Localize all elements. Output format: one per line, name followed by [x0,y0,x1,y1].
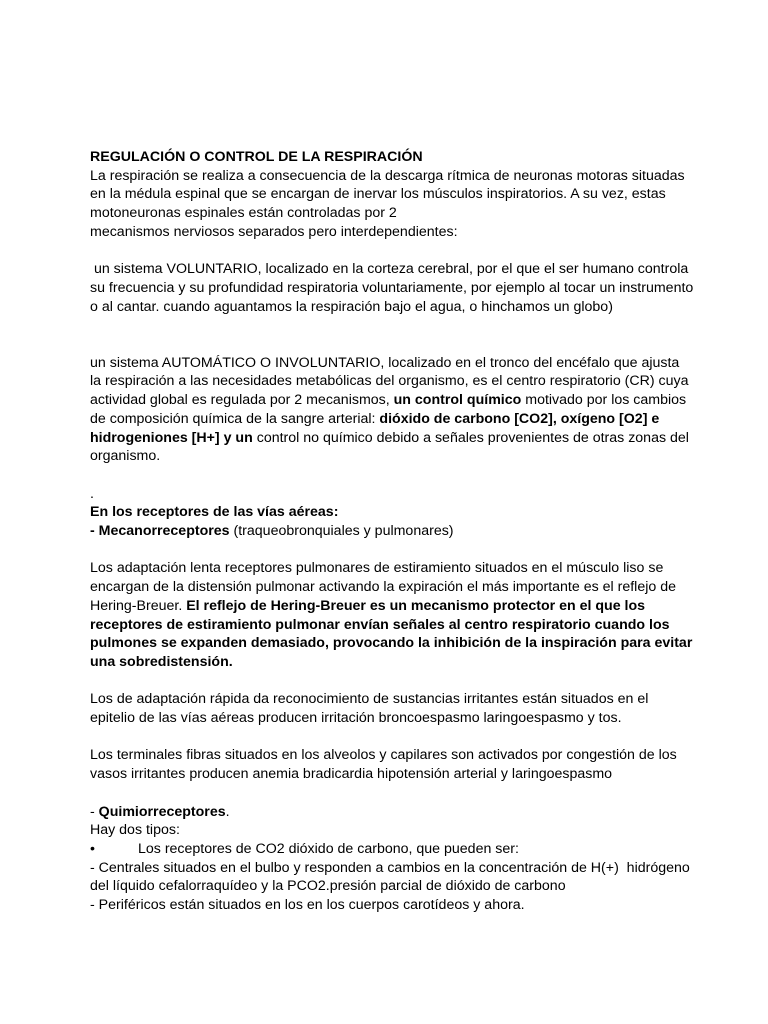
slow-adapt-line: encargan de la distensión pulmonar activando la expiración el más importante es el reflejo de [90,579,676,596]
airways-heading: En los receptores de las vías aéreas: [90,504,339,521]
dot-line: . [90,485,94,502]
two-types-line: Hay dos tipos: [90,822,180,839]
intro-line: en la médula espinal que se encargan de inervar los músculos inspiratorios. A su vez, estas [90,186,666,203]
central-line: del líquido cefalorraquídeo y la PCO2.presión parcial de dióxido de carbono [90,878,566,895]
document-title: REGULACIÓN O CONTROL DE LA RESPIRACIÓN [90,149,423,165]
terminals-line: Los terminales fibras situados en los alveolos y capilares son activados por congestión de los [90,747,677,764]
peripheral-line: - Periféricos están situados en los en los cuerpos carotídeos y ahora. [90,897,525,914]
mechanoreceptors-line: - Mecanorreceptores (traqueobronquiales y pulmonares) [90,523,454,540]
voluntary-line: su frecuencia y su profundidad respiratoria voluntariamente, por ejemplo al tocar un instrumento [90,279,694,296]
chemoreceptors-line: - Quimiorreceptores. [90,803,230,820]
intro-line: motoneuronas espinales están controladas por 2 [90,205,397,222]
intro-line: La respiración se realiza a consecuencia de la descarga rítmica de neuronas motoras situadas [90,167,685,184]
automatic-line: la respiración a las necesidades metabólicas del organismo, es el centro respiratorio (CR) cuya [90,373,689,390]
bullet-text: Los receptores de CO2 dióxido de carbono, que pueden ser: [138,840,519,857]
slow-adapt-line: una sobredistensión. [90,653,233,670]
slow-adapt-line: Los adaptación lenta receptores pulmonares de estiramiento situados en el músculo liso se [90,560,664,577]
intro-line: mecanismos nerviosos separados pero interdependientes: [90,223,458,240]
voluntary-line: o al cantar. cuando aguantamos la respiración bajo el agua, o hinchamos un globo) [90,298,613,315]
voluntary-line: un sistema VOLUNTARIO, localizado en la corteza cerebral, por el que el ser humano controla [90,261,689,278]
automatic-line: un sistema AUTOMÁTICO O INVOLUNTARIO, localizado en el tronco del encéfalo que ajusta [90,354,680,371]
slow-adapt-line: receptores de estiramiento pulmonar envían señales al centro respiratorio cuando los [90,616,670,633]
automatic-line: hidrogeniones [H+] y un control no químico debido a señales provenientes de otras zonas del [90,429,689,446]
terminals-line: vasos irritantes producen anemia bradicardia hipotensión arterial y laringoespasmo [90,766,613,783]
automatic-line: de composición química de la sangre arterial: dióxido de carbono [CO2], oxígeno [O2] e [90,410,660,427]
slow-adapt-line: pulmones se expanden demasiado, provocando la inhibición de la inspiración para evitar [90,635,693,652]
automatic-line: actividad global es regulada por 2 mecanismos, un control químico motivado por los cambios [90,392,687,409]
slow-adapt-line: Hering-Breuer. El reflejo de Hering-Breuer es un mecanismo protector en el que los [90,597,646,614]
automatic-line: organismo. [90,448,161,465]
bullet-item [90,840,708,859]
bullet-symbol: • [90,840,95,857]
fast-adapt-line: Los de adaptación rápida da reconocimiento de sustancias irritantes están situados en el [90,691,649,708]
central-line: - Centrales situados en el bulbo y responden a cambios en la concentración de H(+) hidrógeno [90,859,690,876]
fast-adapt-line: epitelio de las vías aéreas producen irritación broncoespasmo laringoespasmo y tos. [90,710,622,727]
